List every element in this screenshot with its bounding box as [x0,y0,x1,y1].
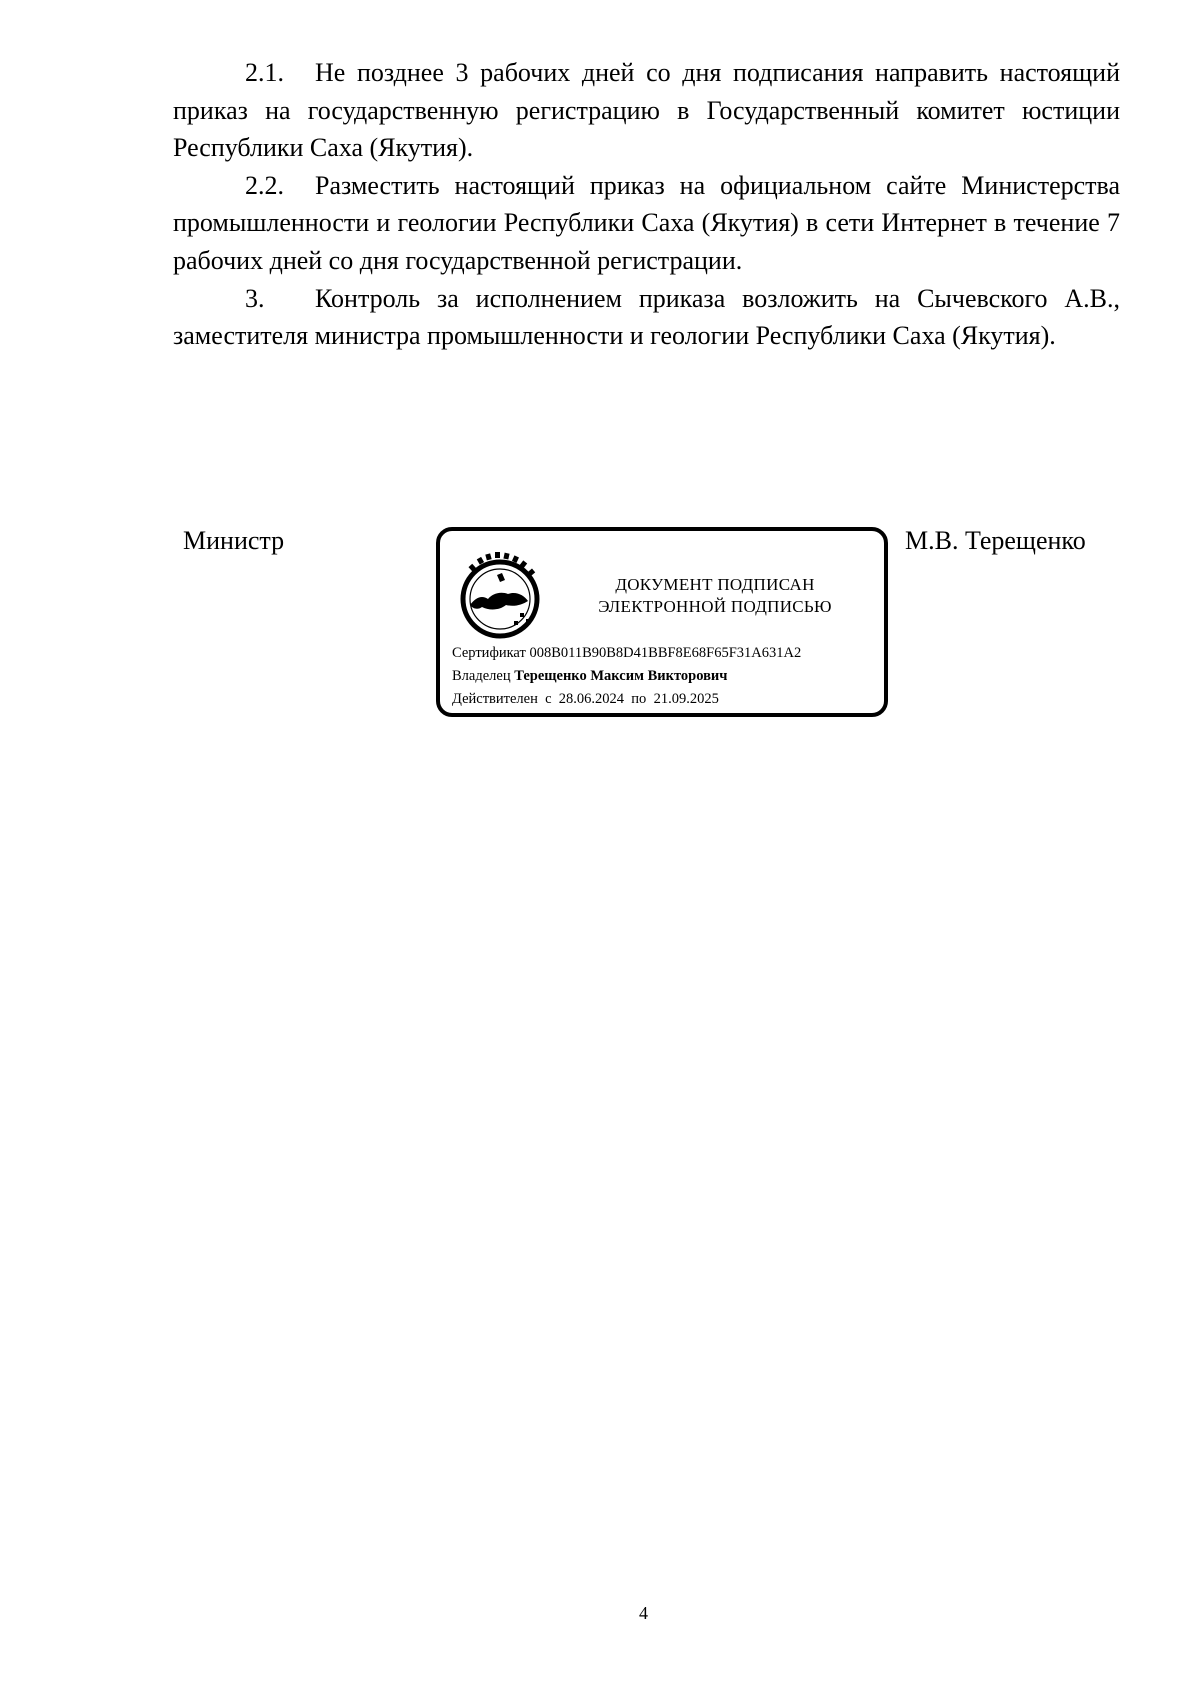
valid-to-date: 21.09.2025 [653,691,719,707]
valid-to-label: по [631,691,647,707]
page-number: 4 [639,1603,648,1623]
stamp-certificate [452,644,801,662]
valid-from-date: 28.06.2024 [558,691,625,707]
owner-label: Владелец [452,668,511,684]
owner-value: Терещенко Максим Викторович [514,668,728,684]
stamp-validity [452,690,719,708]
paragraph-number: 3. [245,283,265,313]
electronic-signature-stamp [436,527,888,717]
certificate-label: Сертификат [452,645,526,661]
paragraph-text: Разместить настоящий приказ на официальном сайте Министерства промышленности и геологии Республики Саха (Якутия) в сети Интернет в течение 7 рабочих дней со дня государственной регистрации. [173,170,1120,275]
paragraph-text: Контроль за исполнением приказа возложить на Сычевского А.В., заместителя министра промышленности и геологии Республики Саха (Якутия). [173,283,1120,351]
paragraph-3 [173,280,1120,355]
stamp-heading [550,574,880,618]
stamp-heading-line1: ДОКУМЕНТ ПОДПИСАН [615,575,815,594]
stamp-owner [452,667,727,685]
paragraph-number: 2.2. [245,170,284,200]
signatory-title: Министр [183,526,285,555]
paragraph-2-1 [173,54,1120,167]
stamp-heading-line2: ЭЛЕКТРОННОЙ ПОДПИСЬЮ [598,597,832,616]
paragraph-2-2 [173,167,1120,280]
paragraph-number: 2.1. [245,58,284,87]
coat-of-arms-icon [452,549,548,645]
document-body [173,54,1120,355]
valid-label: Действителен [452,691,538,707]
valid-from-label: с [545,691,552,707]
paragraph-text: Не позднее 3 рабочих дней со дня подписания направить настоящий приказ на государственную регистрацию в Государственный комитет юстиции Республики Саха (Якутия). [173,58,1120,163]
certificate-value: 008B011B90B8D41BBF8E68F65F31A631A2 [529,645,802,661]
signatory-name: М.В. Терещенко [905,526,1086,555]
